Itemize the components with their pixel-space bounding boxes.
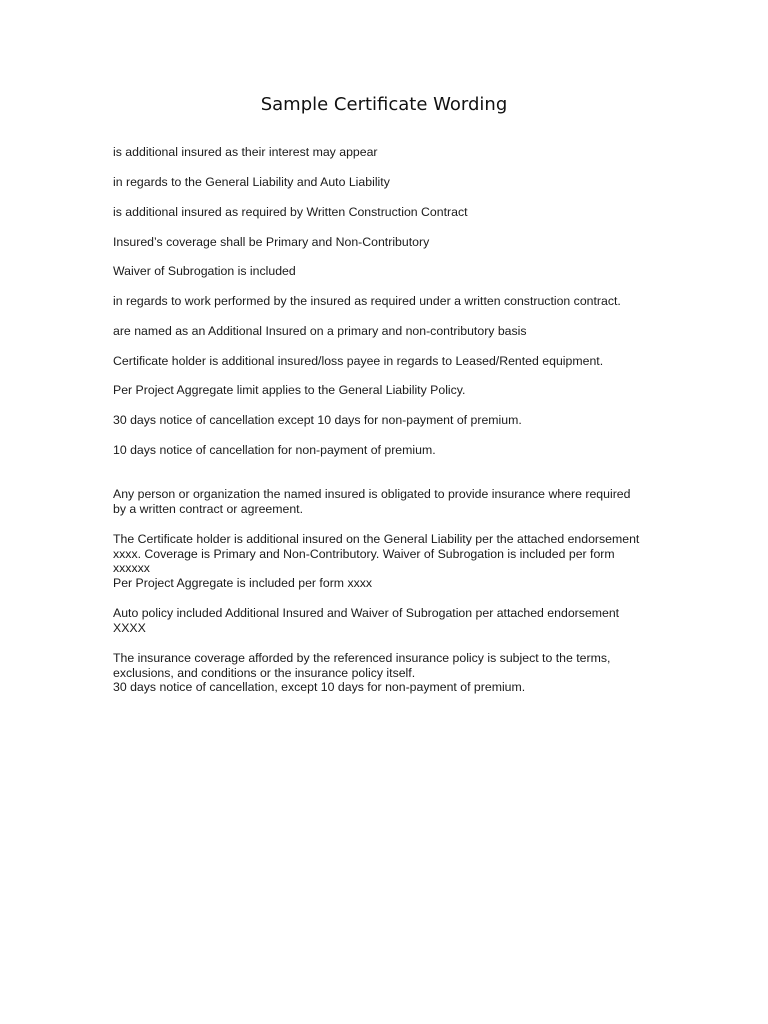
wording-line: are named as an Additional Insured on a primary and non-contributory basis <box>113 324 527 338</box>
paragraph-line: The Certificate holder is additional insured on the General Liability per the attached endorsement <box>113 532 640 546</box>
wording-line: in regards to the General Liability and Auto Liability <box>113 175 390 189</box>
wording-line: Per Project Aggregate limit applies to the General Liability Policy. <box>113 383 466 397</box>
wording-line: in regards to work performed by the insured as required under a written construction contract. <box>113 294 621 308</box>
wording-line: Certificate holder is additional insured/loss payee in regards to Leased/Rented equipment. <box>113 354 604 368</box>
wording-paragraph <box>113 606 673 635</box>
paragraph-line: by a written contract or agreement. <box>113 501 304 516</box>
wording-paragraph <box>113 532 673 590</box>
wording-line: is additional insured as required by Written Construction Contract <box>113 205 468 219</box>
document-title: Sample Certificate Wording <box>260 94 508 115</box>
paragraph-line: Auto policy included Additional Insured and Waiver of Subrogation per attached endorsement <box>113 606 620 620</box>
paragraph-line: 30 days notice of cancellation, except 10 days for non-payment of premium. <box>113 680 526 694</box>
paragraph-line: Per Project Aggregate is included per form xxxx <box>113 575 373 590</box>
paragraph-line: xxxx. Coverage is Primary and Non-Contributory. Waiver of Subrogation is included per form <box>113 546 615 561</box>
paragraph-line: exclusions, and conditions or the insurance policy itself. <box>113 665 416 680</box>
paragraph-line: Any person or organization the named insured is obligated to provide insurance where required <box>113 487 631 501</box>
wording-line: 30 days notice of cancellation except 10 days for non-payment of premium. <box>113 413 522 427</box>
wording-line: is additional insured as their interest may appear <box>113 145 378 159</box>
paragraph-line: XXXX <box>113 620 146 635</box>
wording-paragraph <box>113 487 673 516</box>
wording-paragraph <box>113 651 673 695</box>
paragraph-line: The insurance coverage afforded by the referenced insurance policy is subject to the terms, <box>113 651 611 665</box>
wording-line: Insured’s coverage shall be Primary and Non-Contributory <box>113 235 430 249</box>
paragraph-line: xxxxxx <box>113 561 150 575</box>
wording-line: Waiver of Subrogation is included <box>113 264 296 278</box>
wording-line: 10 days notice of cancellation for non-payment of premium. <box>113 443 436 457</box>
